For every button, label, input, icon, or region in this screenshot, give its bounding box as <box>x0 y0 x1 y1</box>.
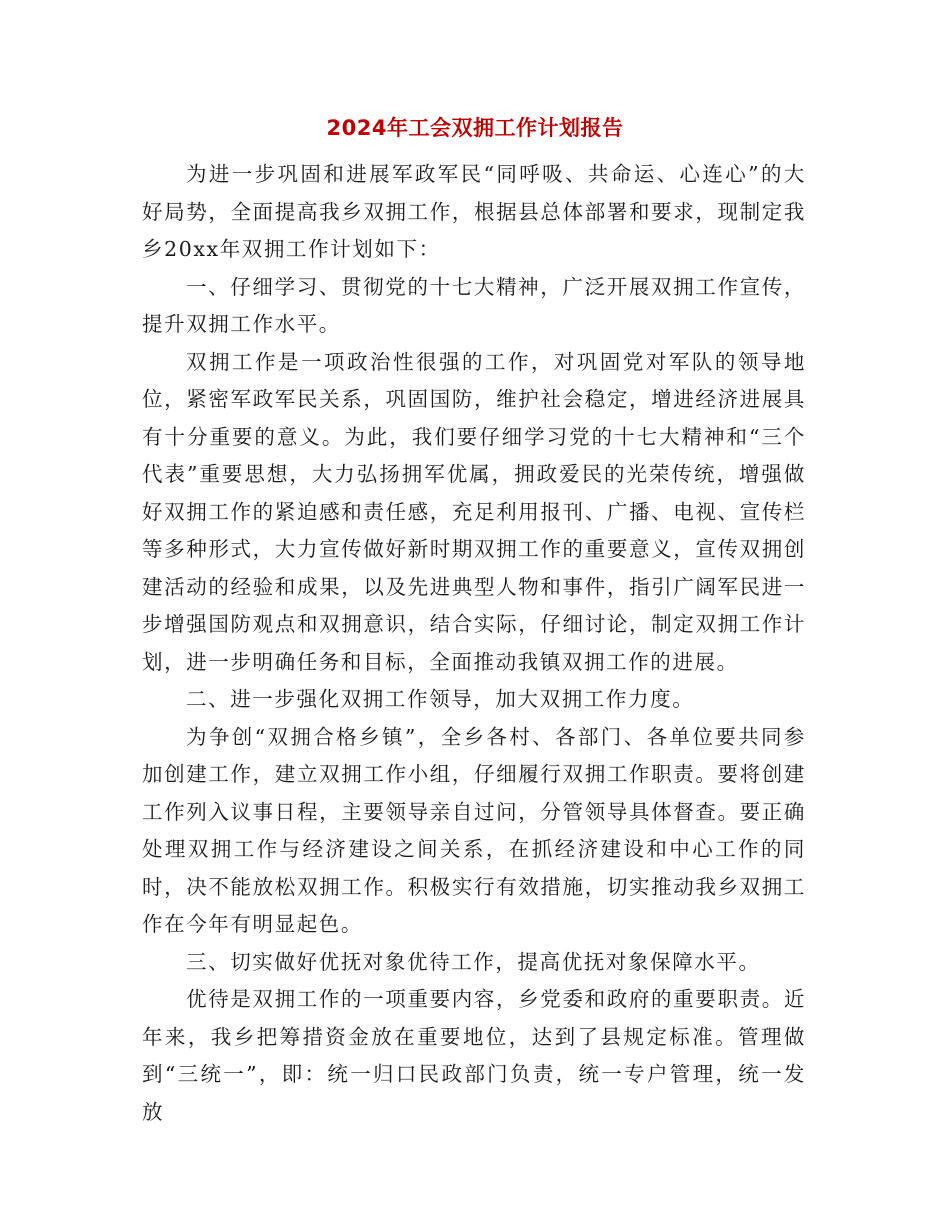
paragraph-section-3: 优待是双拥工作的一项重要内容，乡党委和政府的重要职责。近年来，我乡把筹措资金放在重要地位，达到了县规定标准。管理做到“三统一”，即：统一归口民政部门负责，统一专户管理，统一发放 <box>142 987 806 1124</box>
paragraph-intro: 为进一步巩固和进展军政军民“同呼吸、共命运、心连心”的大好局势，全面提高我乡双拥工作，根据县总体部署和要求，现制定我乡20xx年双拥工作计划如下： <box>142 162 806 261</box>
paragraph-section-2: 为争创“双拥合格乡镇”，全乡各村、各部门、各单位要共同参加创建工作，建立双拥工作小组，仔细履行双拥工作职责。要将创建工作列入议事日程，主要领导亲自过问，分管领导具体督查。要正确处理双拥工作与经济建设之间关系，在抓经济建设和中心工作的同时，决不能放松双拥工作。积极实行有效措施，切实推动我乡双拥工作在今年有明显起色。 <box>142 724 806 936</box>
document-title: 2024年工会双拥工作计划报告 <box>326 116 624 140</box>
section-heading-3: 三、切实做好优抚对象优待工作，提高优抚对象保障水平。 <box>186 949 761 974</box>
document-body <box>142 156 806 1131</box>
section-heading-1: 一、仔细学习、贯彻党的十七大精神，广泛开展双拥工作宣传，提升双拥工作水平。 <box>142 274 806 336</box>
paragraph-section-1: 双拥工作是一项政治性很强的工作，对巩固党对军队的领导地位，紧密军政军民关系，巩固国防，维护社会稳定，增进经济进展具有十分重要的意义。为此，我们要仔细学习党的十七大精神和“三个代表”重要思想，大力弘扬拥军优属，拥政爱民的光荣传统，增强做好双拥工作的紧迫感和责任感，充足利用报刊、广播、电视、宣传栏等多种形式，大力宣传做好新时期双拥工作的重要意义，宣传双拥创建活动的经验和成果，以及先进典型人物和事件，指引广阔军民进一步增强国防观点和双拥意识，结合实际，仔细讨论，制定双拥工作计划，进一步明确任务和目标，全面推动我镇双拥工作的进展。 <box>142 349 806 674</box>
section-heading-2: 二、进一步强化双拥工作领导，加大双拥工作力度。 <box>186 687 695 711</box>
